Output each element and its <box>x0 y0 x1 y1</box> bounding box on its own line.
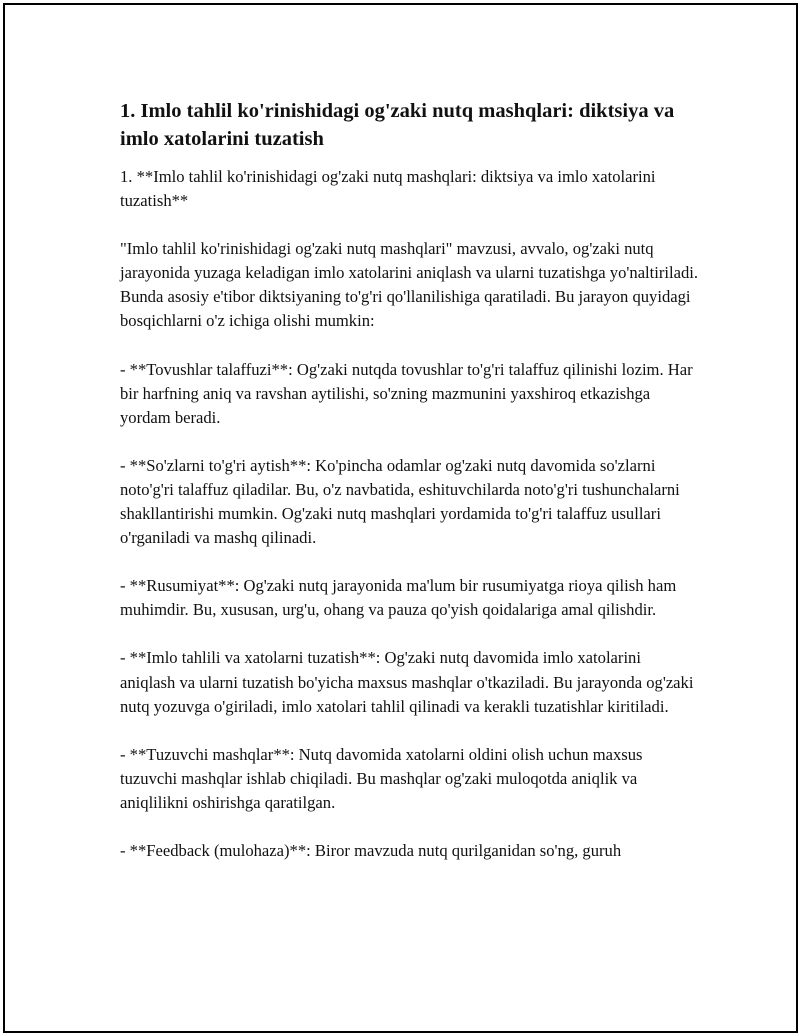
paragraph-heading-repeat: 1. **Imlo tahlil ko'rinishidagi og'zaki nutq mashqlari: diktsiya va imlo xatolarini tuzatish** <box>120 167 656 211</box>
paragraph-feedback: - **Feedback (mulohaza)**: Biror mavzuda nutq qurilganidan so'ng, guruh <box>120 840 622 860</box>
paragraph-corrective-exercises: - **Tuzuvchi mashqlar**: Nutq davomida xatolarni oldini olish uchun maxsus tuzuvchi mashqlar ishlab chiqiladi. Bu mashqlar og'zaki muloqotda aniqlik va aniqlilikni oshirishga qaratilgan. <box>120 744 643 812</box>
paragraph-sound-pronunciation: - **Tovushlar talaffuzi**: Og'zaki nutqda tovushlar to'g'ri talaffuz qilinishi lozim. Har bir harfning aniq va ravshan aytilishi, so'zning mazmunini yaxshiroq etkazishga yordam beradi. <box>120 359 693 427</box>
document-page <box>3 3 798 1033</box>
document-body <box>120 97 700 887</box>
paragraph-word-pronunciation: - **So'zlarni to'g'ri aytish**: Ko'pincha odamlar og'zaki nutq davomida so'zlarni noto'g'ri talaffuz qiladilar. Bu, o'z navbatida, eshituvchilarda noto'g'ri tushunchalarni shakllantirishi mumkin. Og'zaki nutq mashqlari yordamida to'g'ri talaffuz usullari o'rganiladi va mashq qilinadi. <box>120 455 680 548</box>
paragraph-intro: "Imlo tahlil ko'rinishidagi og'zaki nutq mashqlari" mavzusi, avvalo, og'zaki nutq jarayonida yuzaga keladigan imlo xatolarini aniqlash va ularni tuzatishga yo'naltiriladi. Bunda asosiy e'tibor diktsiyaning to'g'ri qo'llanilishiga qaratiladi. Bu jarayon quyidagi bosqichlarni o'z ichiga olishi mumkin: <box>120 239 699 331</box>
paragraph-spelling-analysis: - **Imlo tahlili va xatolarni tuzatish**: Og'zaki nutq davomida imlo xatolarini aniqlash va ularni tuzatish bo'yicha maxsus mashqlar o'tkaziladi. Bu jarayonda og'zaki nutq yozuvga o'giriladi, imlo xatolari tahlil qilinadi va kerakli tuzatishlar kiritiladi. <box>120 648 694 716</box>
paragraph-rusumiyat: - **Rusumiyat**: Og'zaki nutq jarayonida ma'lum bir rusumiyatga rioya qilish ham muhimdir. Bu, xususan, urg'u, ohang va pauza qo'yish qoidalariga amal qilishdir. <box>120 576 677 620</box>
document-title: 1. Imlo tahlil ko'rinishidagi og'zaki nutq mashqlari: diktsiya va imlo xatolarini tuzatish <box>120 100 675 150</box>
